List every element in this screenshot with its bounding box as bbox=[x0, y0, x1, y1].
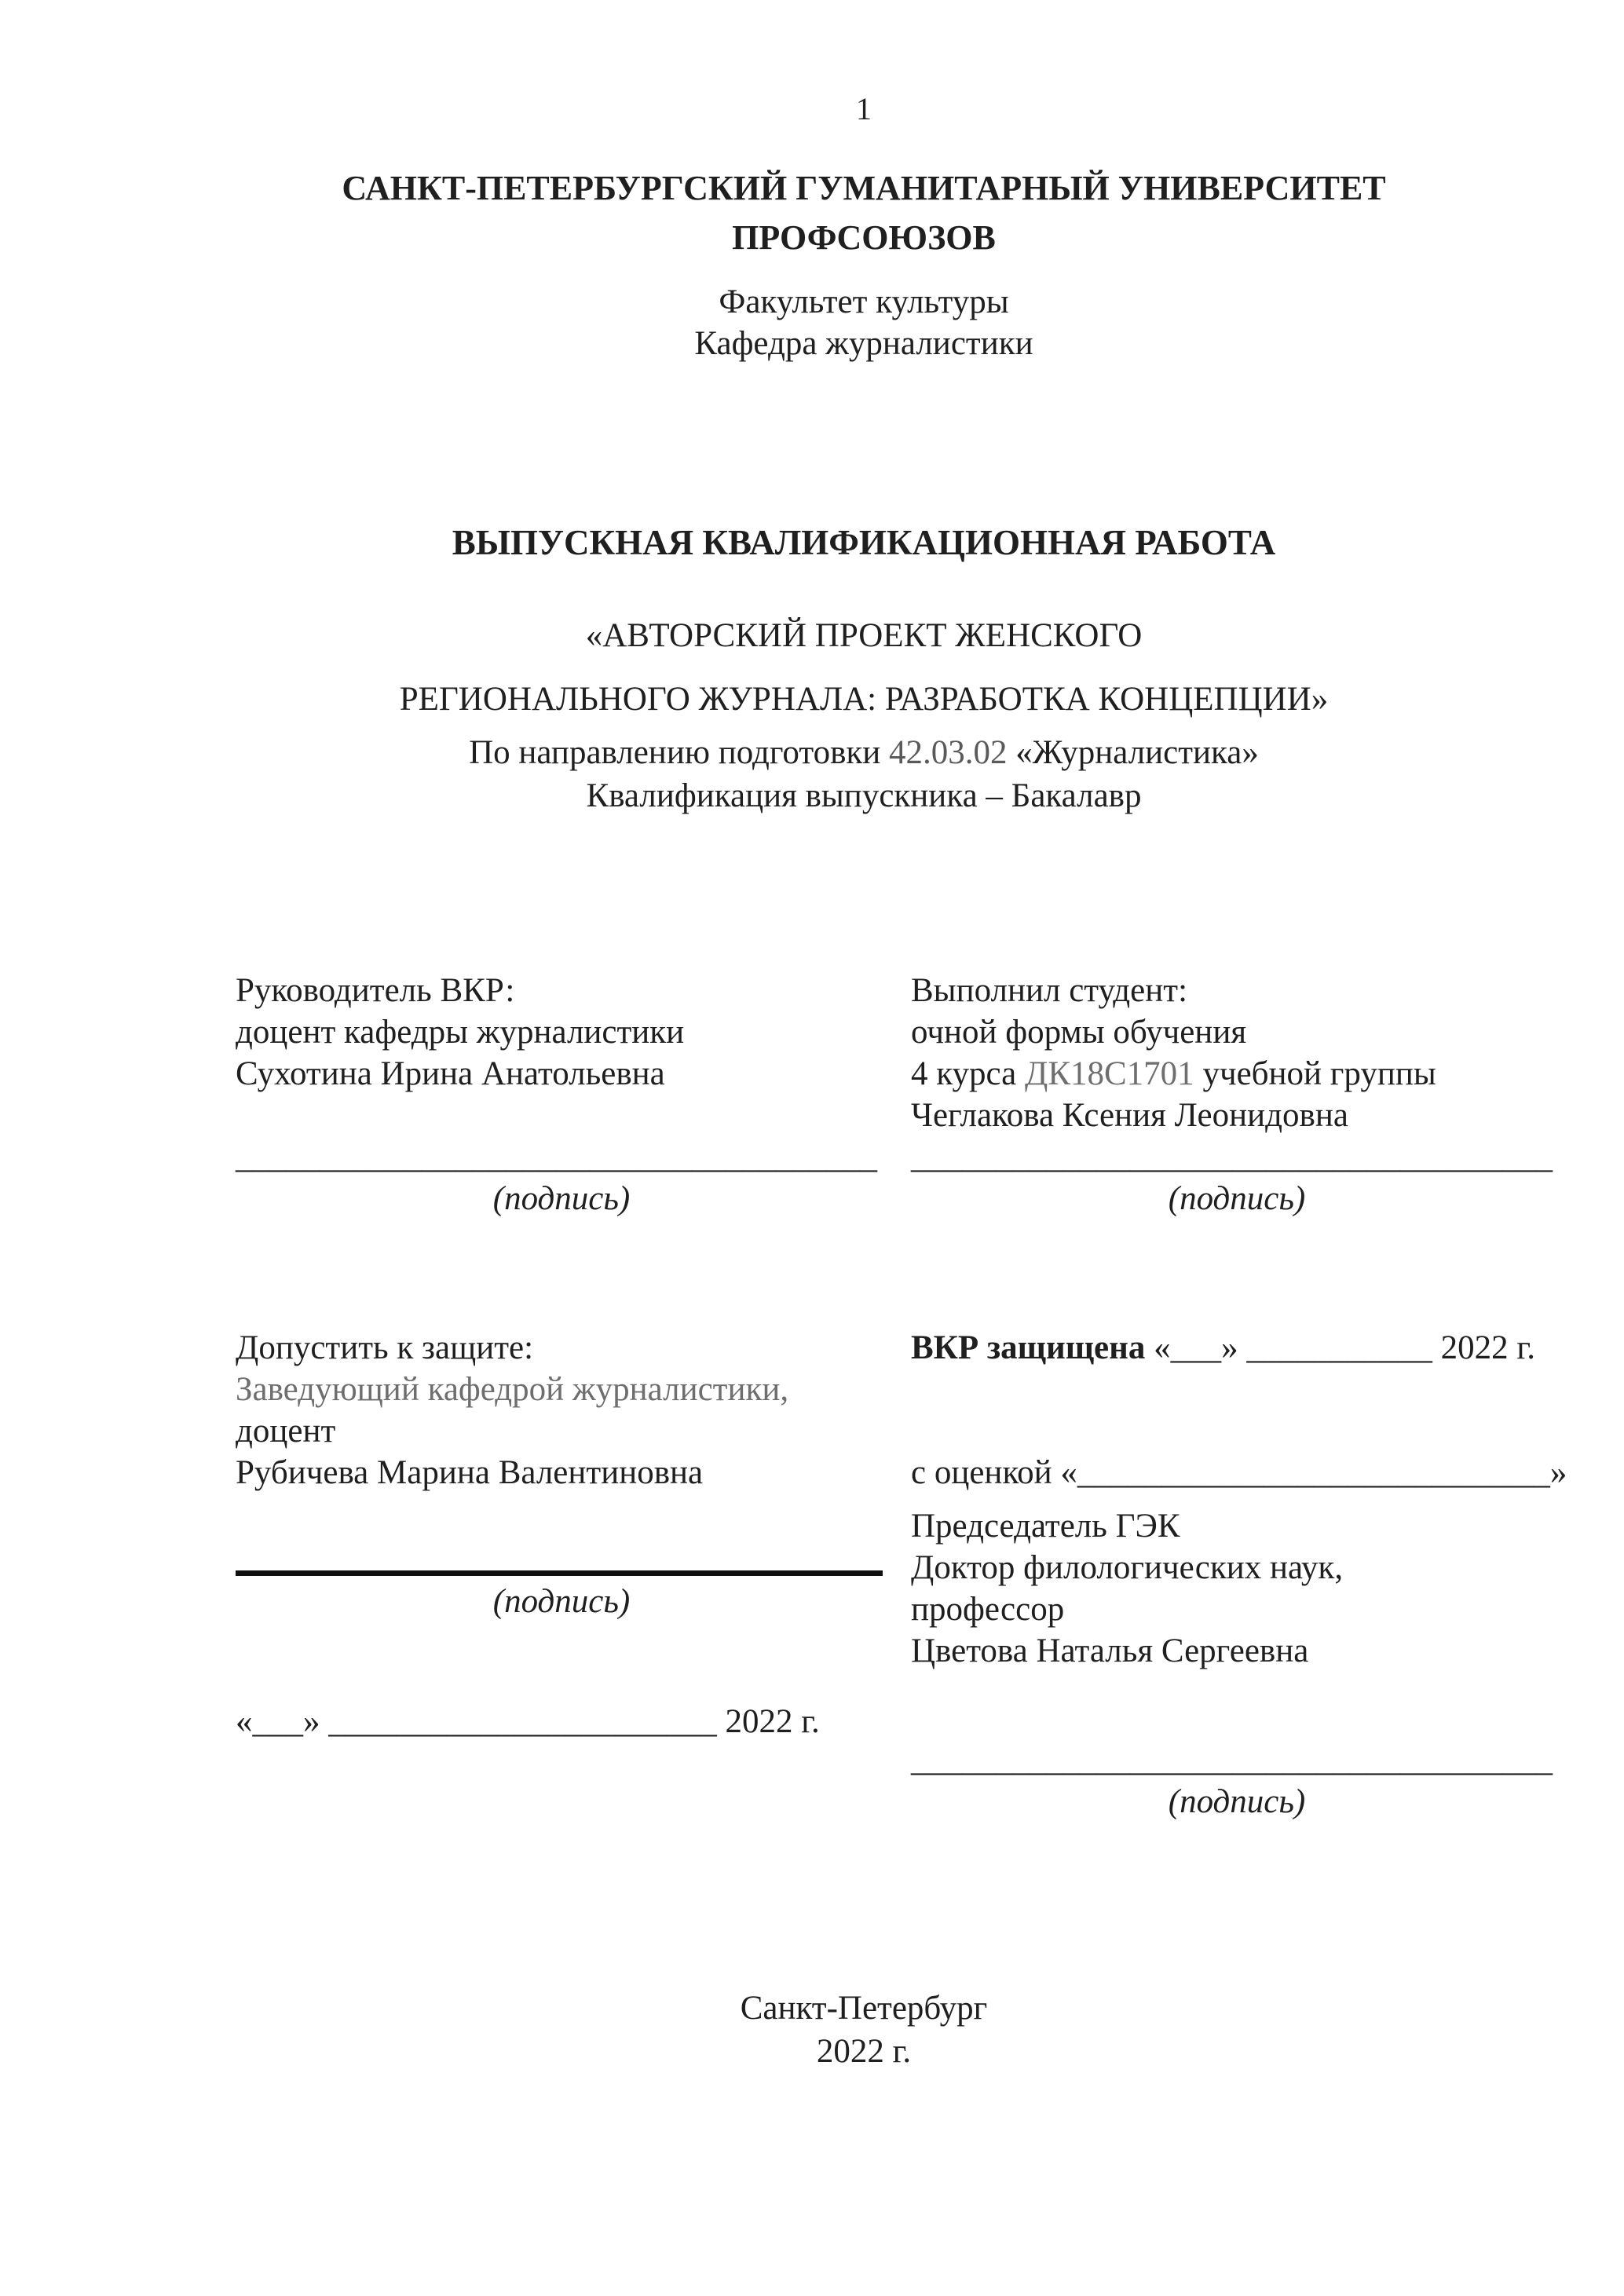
spacer bbox=[236, 1095, 887, 1136]
supervisor-name: Сухотина Ирина Анатольевна bbox=[236, 1055, 665, 1092]
spacer bbox=[911, 1369, 1563, 1410]
footer-year: 2022 г. bbox=[816, 2033, 912, 2070]
thesis-title-line2: РЕГИОНАЛЬНОГО ЖУРНАЛА: РАЗРАБОТКА КОНЦЕПЦИИ» bbox=[399, 681, 1329, 718]
defense-grade-line bbox=[911, 1452, 1567, 1493]
program-block bbox=[236, 731, 1492, 817]
student-signature-line: ______________________________________ bbox=[911, 1139, 1553, 1175]
grade-suffix: » bbox=[1549, 1454, 1567, 1491]
student-study-form: очной формы обучения bbox=[911, 1014, 1247, 1051]
defense-result-rest: «___» ___________ 2022 г. bbox=[1145, 1329, 1535, 1366]
defense-section bbox=[911, 1327, 1567, 1823]
signature-block-2 bbox=[236, 1327, 1567, 1823]
grade-underscores: ____________________________ bbox=[1077, 1454, 1550, 1491]
supervisor-signature-caption: (подпись) bbox=[492, 1180, 631, 1217]
qualification-line: Квалификация выпускника – Бакалавр bbox=[586, 777, 1142, 814]
university-name-line1: САНКТ-ПЕТЕРБУРГСКИЙ ГУМАНИТАРНЫЙ УНИВЕРСИТЕТ bbox=[342, 169, 1386, 207]
student-signature-caption: (подпись) bbox=[1168, 1180, 1306, 1217]
admission-name: Рубичева Марина Валентиновна bbox=[236, 1454, 704, 1491]
student-role: Выполнил студент: bbox=[911, 972, 1188, 1009]
thesis-title-line1: «АВТОРСКИЙ ПРОЕКТ ЖЕНСКОГО bbox=[585, 617, 1143, 654]
footer-city: Санкт-Петербург bbox=[740, 1990, 988, 2027]
admission-position-2: доцент bbox=[236, 1413, 336, 1450]
supervisor-position: доцент кафедры журналистики bbox=[236, 1014, 685, 1051]
faculty-department bbox=[236, 281, 1492, 364]
student-name: Чеглакова Ксения Леонидовна bbox=[911, 1097, 1348, 1134]
student-group-suffix: учебной группы bbox=[1194, 1055, 1436, 1092]
footer-block bbox=[236, 1987, 1492, 2073]
student-group-code: ДК18С1701 bbox=[1024, 1055, 1194, 1092]
admission-signature-line bbox=[236, 1570, 883, 1576]
program-prefix: По направлению подготовки bbox=[469, 734, 890, 771]
spacer bbox=[911, 1410, 1563, 1452]
defense-result-line bbox=[911, 1327, 1563, 1369]
chair-title: Председатель ГЭК bbox=[911, 1508, 1180, 1545]
chair-degree: Доктор филологических наук, bbox=[911, 1549, 1344, 1586]
defense-signature-line: ______________________________________ bbox=[911, 1742, 1553, 1779]
grade-prefix: с оценкой « bbox=[911, 1454, 1077, 1491]
program-code: 42.03.02 bbox=[889, 734, 1008, 771]
admission-signature-caption: (подпись) bbox=[492, 1583, 631, 1620]
supervisor-role: Руководитель ВКР: bbox=[236, 972, 515, 1009]
admission-section bbox=[236, 1327, 887, 1823]
university-name bbox=[236, 163, 1492, 262]
student-section bbox=[911, 970, 1563, 1219]
university-name-line2: ПРОФСОЮЗОВ bbox=[732, 218, 996, 257]
program-suffix: «Журналистика» bbox=[1007, 734, 1259, 771]
thesis-title bbox=[236, 604, 1492, 731]
student-group-prefix: 4 курса bbox=[911, 1055, 1025, 1092]
program-line bbox=[236, 731, 1492, 774]
student-group-line bbox=[911, 1053, 1563, 1095]
defense-signature-caption: (подпись) bbox=[1168, 1783, 1306, 1820]
defense-result-label: ВКР защищена bbox=[911, 1329, 1146, 1366]
supervisor-signature-line: ______________________________________ bbox=[236, 1139, 877, 1175]
admission-position-1: Заведующий кафедрой журналистики, bbox=[236, 1371, 789, 1408]
work-type-heading: ВЫПУСКНАЯ КВАЛИФИКАЦИОННАЯ РАБОТА bbox=[452, 523, 1276, 562]
admission-heading: Допустить к защите: bbox=[236, 1329, 534, 1366]
signature-block-1 bbox=[236, 970, 1561, 1219]
chair-rank: профессор bbox=[911, 1591, 1065, 1628]
department-name: Кафедра журналистики bbox=[694, 325, 1033, 362]
admission-date-line: «___» ___________​____________ 2022 г. bbox=[236, 1703, 820, 1740]
chair-name: Цветова Наталья Сергеевна bbox=[911, 1632, 1309, 1669]
faculty-name: Факультет культуры bbox=[719, 283, 1009, 320]
supervisor-section bbox=[236, 970, 887, 1219]
page-number: 1 bbox=[856, 91, 872, 126]
